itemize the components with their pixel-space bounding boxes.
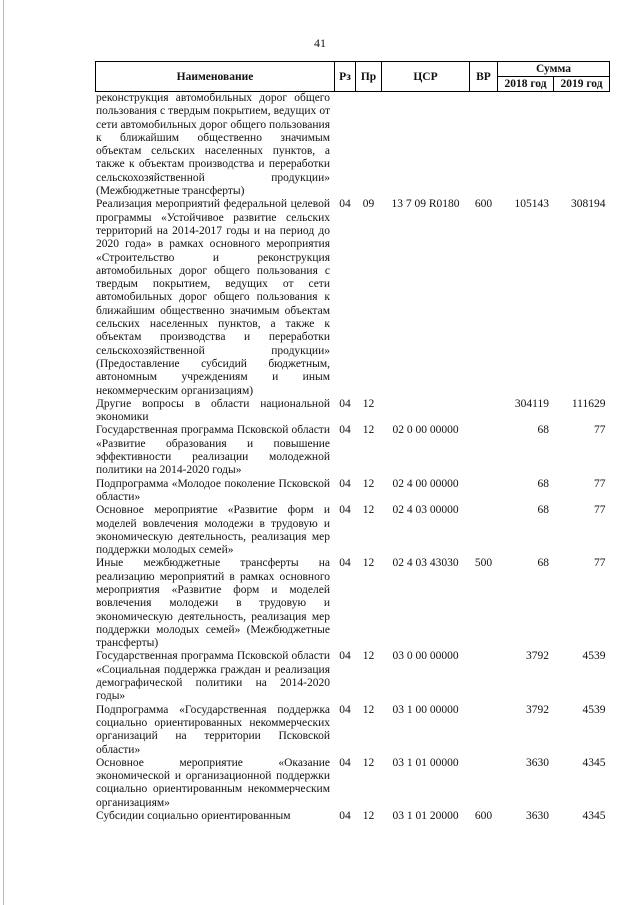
cell-2019: 4345 (582, 756, 606, 769)
cell-csr (382, 398, 470, 425)
cell-vr (470, 398, 498, 425)
cell-pr: 12 (362, 504, 375, 517)
cell-rz: 04 (339, 477, 351, 490)
col-header-pr: Пр (356, 62, 382, 92)
cell-vr: 600 (474, 810, 493, 823)
budget-table (95, 61, 610, 823)
cell-2018: 68 (537, 504, 549, 517)
cell-2019: 4345 (582, 810, 606, 823)
table-header (96, 62, 610, 92)
cell-pr (356, 92, 382, 199)
cell-2018: 304119 (514, 397, 549, 410)
cell-name: Реализация мероприятий федеральной целевой программы «Устойчивое развитие сельских территорий на 2014-2017 годы и на период до 2020 года» в рамках основного мероприятия «Строительство и реконструкция автомобильных дорог общего пользования с твердым покрытием, ведущих от сети автомобильных дорог общего пользования к ближайшим общественно значимым объектам сельских населенных пунктов, а также к объектам производства и переработки сельскохозяйственной продукции» (Предоставление субсидий бюджетным, автономным учреждениям и иным некоммерческим организациям) (96, 198, 330, 397)
cell-pr: 12 (362, 397, 375, 410)
table-row (96, 424, 610, 477)
cell-name: Подпрограмма «Государственная поддержка социально ориентированных некоммерческих организаций на территории Псковской области» (96, 703, 330, 756)
cell-name: Другие вопросы в области национальной экономики (96, 397, 330, 424)
table-row (96, 810, 610, 823)
table-row (96, 557, 610, 650)
cell-name: Основное мероприятие «Развитие форм и моделей вовлечения молодежи в трудовую и экономическую деятельность, реализация мер поддержки молодых семей» (96, 504, 330, 557)
col-header-vr: ВР (470, 62, 498, 92)
cell-csr: 03 0 00 00000 (392, 650, 459, 663)
cell-rz: 04 (339, 198, 351, 211)
table-row (96, 704, 610, 757)
cell-pr: 12 (362, 756, 375, 769)
cell-csr: 02 0 00 00000 (392, 424, 459, 437)
cell-2018: 68 (537, 557, 549, 570)
cell-name: реконструкция автомобильных дорог общего пользования с твердым покрытием, ведущих от сети автомобильных дорог общего пользования к ближайшим общественно значимым объектам сельских населенных пунктов, а также к объектам производства и переработки сельскохозяйственной продукции» (Межбюджетные трансферты) (96, 92, 330, 198)
col-header-2018: 2018 год (498, 77, 554, 92)
cell-2018 (498, 92, 554, 199)
cell-2018: 3630 (526, 810, 549, 823)
cell-vr (470, 504, 498, 557)
cell-2019: 308194 (571, 198, 606, 211)
cell-csr: 13 7 09 R0180 (391, 198, 460, 211)
cell-csr: 02 4 03 43030 (392, 557, 459, 570)
col-header-name: Наименование (96, 62, 335, 92)
cell-2018: 68 (537, 477, 549, 490)
cell-name: Основное мероприятие «Оказание экономической и организационной поддержки социально ориентированным некоммерческим организациям» (96, 756, 330, 809)
cell-name: Государственная программа Псковской области «Социальная поддержка граждан и реализация демографической политики на 2014-2020 годы» (96, 650, 330, 703)
cell-pr: 12 (362, 810, 375, 823)
cell-2018: 68 (537, 424, 549, 437)
cell-rz: 04 (339, 397, 351, 410)
cell-pr: 09 (362, 198, 375, 211)
cell-2018: 3630 (526, 756, 549, 769)
cell-vr (470, 650, 498, 703)
table-row (96, 504, 610, 557)
cell-2018: 105143 (514, 198, 549, 211)
cell-2019: 111629 (571, 397, 606, 410)
table-body (96, 92, 610, 824)
cell-rz: 04 (339, 504, 351, 517)
cell-rz: 04 (339, 557, 351, 570)
cell-2019: 77 (594, 557, 606, 570)
col-header-rz: Рз (335, 62, 356, 92)
cell-csr: 03 1 01 20000 (392, 810, 459, 823)
table-row (96, 398, 610, 425)
cell-2019: 77 (594, 424, 606, 437)
cell-2019 (554, 92, 610, 199)
cell-vr (470, 92, 498, 199)
cell-vr (470, 757, 498, 810)
col-header-csr: ЦСР (382, 62, 470, 92)
cell-csr: 02 4 03 00000 (392, 504, 459, 517)
cell-csr (382, 92, 470, 199)
table-row (96, 650, 610, 703)
page-number: 41 (314, 36, 326, 50)
table-row (96, 92, 610, 199)
table-row (96, 478, 610, 505)
table-row (96, 198, 610, 397)
cell-name: Подпрограмма «Молодое поколение Псковской области» (96, 477, 330, 503)
cell-pr: 12 (362, 557, 375, 570)
cell-name: Субсидии социально ориентированным (96, 810, 291, 823)
cell-pr: 12 (362, 477, 375, 490)
cell-csr: 02 4 00 00000 (392, 477, 459, 490)
cell-2019: 77 (594, 504, 606, 517)
scan-edge-line (3, 0, 4, 905)
col-header-sum: Сумма (498, 62, 610, 77)
cell-vr: 500 (474, 557, 493, 570)
col-header-2019: 2019 год (554, 77, 610, 92)
cell-rz (335, 92, 356, 199)
cell-csr: 03 1 01 00000 (392, 756, 459, 769)
cell-2019: 4539 (582, 650, 606, 663)
cell-pr: 12 (362, 703, 375, 716)
table-row (96, 757, 610, 810)
cell-name: Государственная программа Псковской области «Развитие образования и повышение эффективности реализации молодежной политики на 2014-2020 годы» (96, 424, 330, 477)
cell-2018: 3792 (526, 703, 549, 716)
cell-name: Иные межбюджетные трансферты на реализацию мероприятий в рамках основного мероприятия «Развитие форм и моделей вовлечения молодежи в трудовую и экономическую деятельность, реализация мер поддержки молодых семей» (Межбюджетные трансферты) (96, 557, 330, 650)
cell-2018: 3792 (526, 650, 549, 663)
cell-csr: 03 1 00 00000 (392, 703, 459, 716)
cell-rz: 04 (339, 810, 351, 823)
cell-vr (470, 424, 498, 477)
cell-vr (470, 704, 498, 757)
cell-pr: 12 (362, 650, 375, 663)
cell-rz: 04 (339, 703, 351, 716)
cell-rz: 04 (339, 650, 351, 663)
cell-vr: 600 (474, 198, 493, 211)
cell-vr (470, 478, 498, 505)
cell-2019: 77 (594, 477, 606, 490)
cell-rz: 04 (339, 756, 351, 769)
cell-2019: 4539 (582, 703, 606, 716)
cell-rz: 04 (339, 424, 351, 437)
cell-pr: 12 (362, 424, 375, 437)
